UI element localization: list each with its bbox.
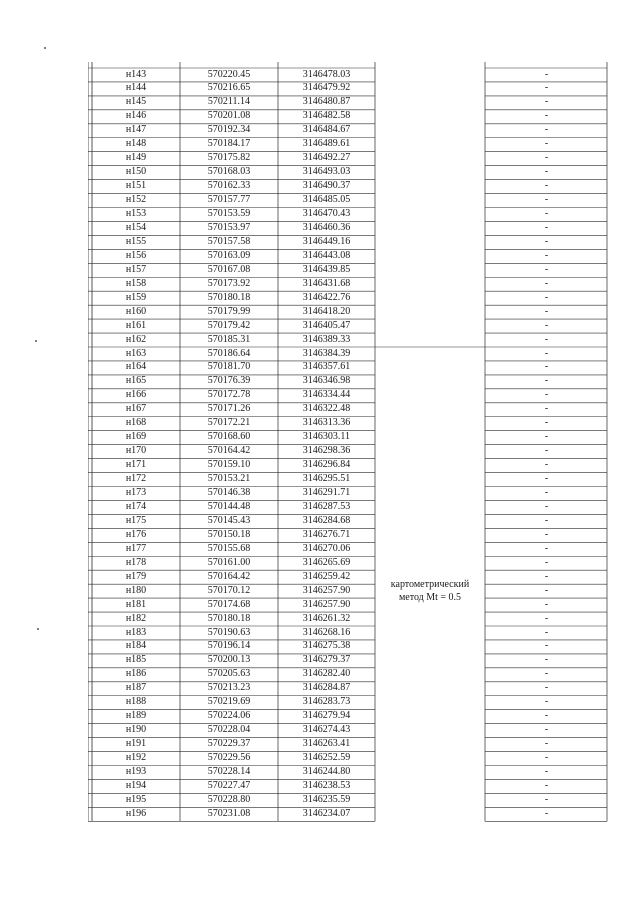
coord-y: 3146490.37 [302,180,351,192]
dash-cell: - [544,626,549,638]
dash-cell: - [544,417,549,429]
coord-y: 3146276.71 [302,528,351,540]
dash-cell: - [544,556,549,568]
point-id: н149 [125,152,147,164]
coord-x: 570231.08 [207,807,251,819]
coord-x: 570173.92 [207,277,251,289]
dash-cell: - [544,473,549,485]
coord-y: 3146291.71 [302,487,351,498]
coord-y: 3146270.06 [302,542,351,554]
coord-x: 570228.80 [207,793,251,805]
coord-x: 570175.82 [207,152,251,164]
point-id: н152 [125,194,147,206]
coord-y: 3146384.39 [302,347,351,359]
coord-y: 3146268.16 [302,626,351,638]
coord-x: 570168.60 [207,431,251,443]
coord-y: 3146235.59 [302,793,351,805]
coord-y: 3146234.07 [302,807,351,819]
point-id: н166 [125,389,147,401]
dash-cell: - [544,766,549,777]
coord-y: 3146287.53 [302,500,351,512]
dash-cell: - [544,166,549,178]
point-id: н184 [125,640,147,652]
dash-cell: - [544,291,549,303]
coord-y: 3146489.61 [302,138,351,150]
point-id: н196 [125,807,147,819]
dash-cell: - [544,138,549,150]
coord-y: 3146334.44 [302,389,351,401]
coord-y: 3146322.48 [302,403,351,415]
coord-x: 570179.42 [207,319,251,331]
point-id: н191 [125,738,147,750]
point-id: н187 [125,682,147,694]
point-id: н153 [125,208,147,219]
dash-cell: - [544,487,549,498]
coord-x: 570174.68 [207,598,251,610]
coord-y: 3146313.36 [302,417,351,429]
coord-y: 3146431.68 [302,277,351,289]
dash-cell: - [544,305,549,317]
point-id: н183 [125,626,147,638]
coord-y: 3146346.98 [302,375,351,387]
coord-y: 3146259.42 [302,570,351,582]
coord-x: 570167.08 [207,263,251,275]
dash-cell: - [544,724,549,736]
dash-cell: - [544,110,549,122]
coord-y: 3146492.27 [302,152,351,164]
dash-cell: - [544,68,549,80]
point-id: н182 [125,612,147,624]
dash-cell: - [544,459,549,471]
point-id: н175 [125,514,147,526]
point-id: н188 [125,696,147,708]
coord-y: 3146470.43 [302,208,351,219]
coord-x: 570172.21 [207,417,251,429]
coord-y: 3146274.43 [302,724,351,736]
point-id: н155 [125,235,147,247]
coord-x: 570176.39 [207,375,251,387]
dash-cell: - [544,752,549,764]
point-id: н189 [125,710,147,722]
coord-y: 3146261.32 [302,612,351,624]
point-id: н185 [125,654,147,666]
coord-x: 570171.26 [207,403,251,415]
coordinate-table [88,62,608,841]
dash-cell: - [544,514,549,526]
coord-y: 3146282.40 [302,668,351,680]
dash-cell: - [544,793,549,805]
dash-cell: - [544,180,549,192]
coord-y: 3146296.84 [302,459,351,471]
coord-y: 3146279.94 [302,710,351,722]
point-id: н143 [125,68,147,80]
coord-y: 3146443.08 [302,249,351,261]
coord-y: 3146295.51 [302,473,351,485]
coord-y: 3146422.76 [302,291,351,303]
point-id: н195 [125,793,147,805]
coord-x: 570181.70 [207,361,251,373]
coord-y: 3146485.05 [302,194,351,206]
method-line-1: картометрический [390,579,470,591]
coord-x: 570211.14 [207,96,251,108]
coord-y: 3146298.36 [302,445,351,457]
coord-x: 570179.99 [207,305,251,317]
dash-cell: - [544,96,549,108]
point-id: н144 [125,82,147,94]
coord-x: 570172.78 [207,389,251,401]
dash-cell: - [544,347,549,359]
point-id: н186 [125,668,147,680]
dash-cell: - [544,235,549,247]
point-id: н146 [125,110,147,122]
coord-y: 3146284.87 [302,682,351,694]
point-id: н193 [125,766,147,777]
dash-cell: - [544,389,549,401]
coord-x: 570200.13 [207,654,251,666]
coord-x: 570205.63 [207,668,251,680]
coord-x: 570162.33 [207,180,251,192]
coord-y: 3146482.58 [302,110,351,122]
dash-cell: - [544,570,549,582]
coord-y: 3146439.85 [302,263,351,275]
scan-speck [37,628,39,630]
coord-x: 570155.68 [207,542,251,554]
coord-x: 570216.65 [207,82,251,94]
point-id: н180 [125,584,147,596]
dash-cell: - [544,221,549,233]
coord-x: 570185.31 [207,333,251,345]
point-id: н169 [125,431,147,443]
point-id: н177 [125,542,147,554]
dash-cell: - [544,584,549,596]
coord-x: 570184.17 [207,138,251,150]
dash-cell: - [544,82,549,94]
coord-y: 3146357.61 [302,361,351,373]
point-id: н165 [125,375,147,387]
coord-x: 570153.59 [207,208,251,219]
point-id: н161 [125,319,147,331]
coord-y: 3146279.37 [302,654,351,666]
coord-y: 3146460.36 [302,221,351,233]
dash-cell: - [544,738,549,750]
point-id: н194 [125,779,147,791]
coord-x: 570150.18 [207,528,251,540]
coord-y: 3146283.73 [302,696,351,708]
dash-cell: - [544,249,549,261]
dash-cell: - [544,194,549,206]
dash-cell: - [544,682,549,694]
point-id: н158 [125,277,147,289]
coord-y: 3146479.92 [302,82,351,94]
dash-cell: - [544,654,549,666]
coord-x: 570159.10 [207,459,251,471]
coord-x: 570164.42 [207,445,251,457]
dash-cell: - [544,640,549,652]
dash-cell: - [544,208,549,219]
point-id: н192 [125,752,147,764]
coord-x: 570229.37 [207,738,251,750]
coord-y: 3146238.53 [302,779,351,791]
dash-cell: - [544,598,549,610]
coord-x: 570227.47 [207,779,251,791]
dash-cell: - [544,319,549,331]
point-id: н145 [125,96,147,108]
coord-y: 3146449.16 [302,235,351,247]
method-line-2: метод Mt = 0.5 [398,592,462,604]
dash-cell: - [544,333,549,345]
dash-cell: - [544,500,549,512]
dash-cell: - [544,696,549,708]
coord-y: 3146484.67 [302,124,351,136]
method-note [375,578,485,604]
dash-cell: - [544,152,549,164]
coord-y: 3146493.03 [302,166,351,178]
point-id: н159 [125,291,147,303]
coord-x: 570192.34 [207,124,251,136]
coord-x: 570161.00 [207,556,251,568]
point-id: н178 [125,556,147,568]
point-id: н148 [125,138,147,150]
coord-y: 3146263.41 [302,738,351,750]
coord-y: 3146265.69 [302,556,351,568]
coord-x: 570228.14 [207,766,251,777]
coord-x: 570146.38 [207,487,251,498]
coord-y: 3146303.11 [302,431,351,443]
point-id: н151 [125,180,147,192]
dash-cell: - [544,445,549,457]
dash-cell: - [544,528,549,540]
coord-x: 570180.18 [207,612,251,624]
coord-y: 3146275.38 [302,640,351,652]
coord-x: 570145.43 [207,514,251,526]
coord-x: 570196.14 [207,640,251,652]
coord-x: 570180.18 [207,291,251,303]
dash-cell: - [544,431,549,443]
dash-cell: - [544,668,549,680]
coord-x: 570153.21 [207,473,251,485]
point-id: н190 [125,724,147,736]
coord-x: 570190.63 [207,626,251,638]
coord-x: 570201.08 [207,110,251,122]
coord-x: 570153.97 [207,221,251,233]
scan-speck [35,340,37,342]
dash-cell: - [544,807,549,819]
coord-y: 3146244.80 [302,766,351,777]
coord-y: 3146478.03 [302,68,351,80]
point-id: н160 [125,305,147,317]
dash-cell: - [544,375,549,387]
coord-y: 3146418.20 [302,305,351,317]
dash-cell: - [544,263,549,275]
coord-x: 570219.69 [207,696,251,708]
dash-cell: - [544,403,549,415]
coord-y: 3146284.68 [302,514,351,526]
dash-cell: - [544,361,549,373]
coord-x: 570157.77 [207,194,251,206]
point-id: н162 [125,333,147,345]
point-id: н168 [125,417,147,429]
scan-speck [44,47,46,49]
coord-y: 3146480.87 [302,96,351,108]
point-id: н156 [125,249,147,261]
dash-cell: - [544,612,549,624]
dash-cell: - [544,542,549,554]
coord-y: 3146257.90 [302,598,351,610]
coord-x: 570157.58 [207,235,251,247]
point-id: н181 [125,598,147,610]
dash-cell: - [544,124,549,136]
point-id: н167 [125,403,147,415]
point-id: н171 [125,459,147,471]
point-id: н172 [125,473,147,485]
point-id: н173 [125,487,147,498]
coord-y: 3146389.33 [302,333,351,345]
coord-x: 570228.04 [207,724,251,736]
coord-x: 570213.23 [207,682,251,694]
point-id: н147 [125,124,147,136]
coord-x: 570224.06 [207,710,251,722]
coord-x: 570163.09 [207,249,251,261]
coord-x: 570186.64 [207,347,251,359]
point-id: н157 [125,263,147,275]
dash-cell: - [544,779,549,791]
point-id: н174 [125,500,147,512]
coord-x: 570144.48 [207,500,251,512]
point-id: н176 [125,528,147,540]
dash-cell: - [544,277,549,289]
point-id: н150 [125,166,147,178]
coord-y: 3146405.47 [302,319,351,331]
point-id: н170 [125,445,147,457]
coord-x: 570229.56 [207,752,251,764]
coord-x: 570168.03 [207,166,251,178]
coord-x: 570164.42 [207,570,251,582]
point-id: н179 [125,570,147,582]
point-id: н163 [125,347,147,359]
point-id: н154 [125,221,147,233]
coord-x: 570220.45 [207,68,251,80]
coord-x: 570170.12 [207,584,251,596]
dash-cell: - [544,710,549,722]
coord-y: 3146252.59 [302,752,351,764]
point-id: н164 [125,361,147,373]
coord-y: 3146257.90 [302,584,351,596]
